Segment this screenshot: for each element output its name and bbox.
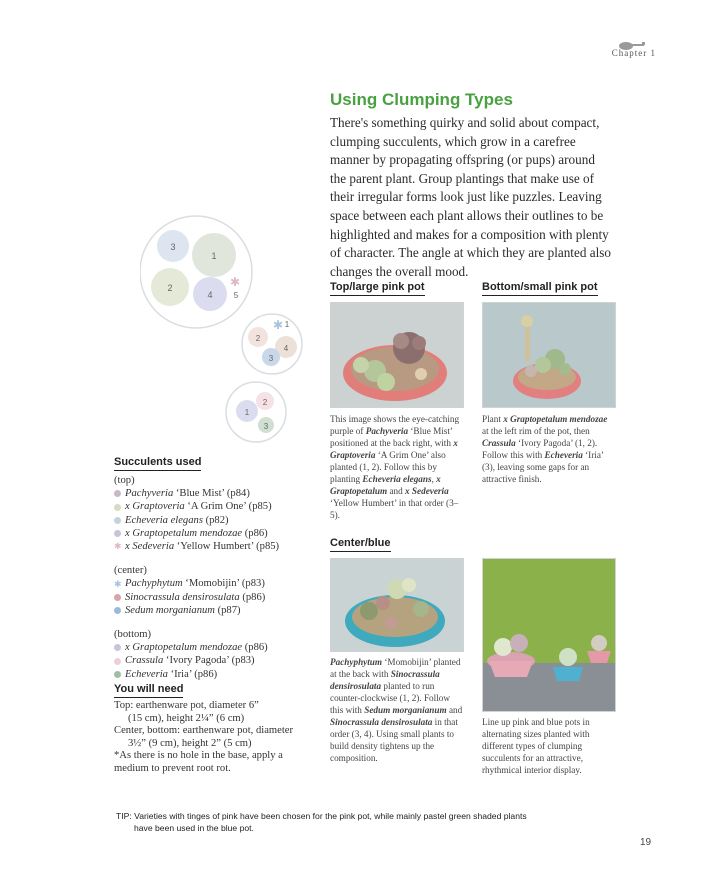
list-item xyxy=(114,540,314,553)
succulent-group xyxy=(114,474,314,553)
plant-name: Crassula ‘Ivory Pagoda’ (p83) xyxy=(125,655,255,667)
dot-marker-icon xyxy=(114,504,121,511)
list-item xyxy=(114,591,314,604)
diagram-label: 2 xyxy=(262,398,268,407)
plant-name: Echeveria ‘Iria’ (p86) xyxy=(125,668,218,680)
page-number: 19 xyxy=(640,837,652,848)
diagram-label: 5 xyxy=(233,291,239,300)
materials-list xyxy=(114,700,314,776)
group-label: (center) xyxy=(114,565,147,577)
diagram-label: 1 xyxy=(244,408,250,417)
dot-marker-icon xyxy=(114,658,121,665)
diagram-label: 4 xyxy=(207,290,213,300)
center-pot-diagram xyxy=(242,314,302,374)
dot-marker-icon xyxy=(114,490,121,497)
plant-name: x Graptopetalum mendozae (p86) xyxy=(125,527,268,539)
list-item xyxy=(114,654,314,667)
list-item xyxy=(114,514,314,527)
svg-text:✱: ✱ xyxy=(272,318,284,332)
plant-name: x Graptoveria ‘A Grim One’ (p85) xyxy=(125,501,272,513)
diagram-label: 3 xyxy=(263,422,269,431)
caption-top-large-pot: This image shows the eye-catching purple of Pachyveria ‘Blue Mist’ positioned at the back right, with x Graptoveria ‘A Grim One’ also planted (1, 2). Follow this by planting Echeveria elegans, x Graptopetalum and x Sedeveria ‘Yellow Humbert’ in that order (3–5). xyxy=(330,414,460,520)
tip-line: have been used in the blue pot. xyxy=(134,823,254,833)
plant-name: Echeveria elegans (p82) xyxy=(125,514,229,526)
diagram-label: 3 xyxy=(170,242,176,252)
dot-marker-icon xyxy=(114,530,121,537)
diagram-label: 2 xyxy=(167,283,173,293)
succulents-list xyxy=(114,474,314,681)
heading-bottom-small-pot: Bottom/small pink pot xyxy=(482,281,598,296)
bottom-pot-diagram xyxy=(226,382,286,442)
plant-name: Pachyphytum ‘Momobijin’ (p83) xyxy=(125,578,265,590)
materials-line: (15 cm), height 2¼” (6 cm) xyxy=(128,712,245,724)
heading-center-blue-pot: Center/blue xyxy=(330,537,391,552)
succulent-group xyxy=(114,564,314,617)
star-marker-icon: ✱ xyxy=(114,578,122,589)
svg-text:✱: ✱ xyxy=(229,275,241,289)
heading-top-large-pot: Top/large pink pot xyxy=(330,281,425,296)
diagram-label: 1 xyxy=(284,320,290,329)
intro-paragraph: There's something quirky and solid about compact, clumping succulents, which grow in a carefree manner by propagating offspring (or pups) around the parent plant. Group plantings that make use of their irregular forms look just like puzzles. Leaving space between each plant allows their outlines to be highlighted and makes for a composition with plenty of character. The angle at which they are planted also changes the overall mood. xyxy=(330,115,611,279)
heading-you-will-need: You will need xyxy=(114,683,183,698)
succulent-group xyxy=(114,628,314,681)
list-item xyxy=(114,604,314,617)
plant-name: Sinocrassula densirosulata (p86) xyxy=(125,591,266,603)
materials-line: Center, bottom: earthenware pot, diameter xyxy=(114,725,294,737)
photo-top-large-pink-pot xyxy=(330,302,464,408)
list-item xyxy=(114,527,314,540)
caption-center-blue-pot: Pachyphytum ‘Momobijin’ planted at the back with Sinocrassula densirosulata planted to run counter-clockwise (1, 2). Follow this with Sedum morganianum and Sinocrassula densirosulata in that order (3, 4). Using small plants to build density tightens up the composition. xyxy=(330,657,463,763)
planting-diagram xyxy=(140,210,310,450)
materials-line: 3½” (9 cm), height 2” (5 cm) xyxy=(128,737,252,749)
plant-name: Pachyveria ‘Blue Mist’ (p84) xyxy=(125,488,250,500)
list-item xyxy=(114,668,314,681)
materials-line: Top: earthenware pot, diameter 6” xyxy=(114,700,259,711)
diagram-label: 4 xyxy=(283,344,289,353)
dot-marker-icon xyxy=(114,644,121,651)
top-pot-diagram xyxy=(140,216,252,328)
dot-marker-icon xyxy=(114,607,121,614)
plant-name: x Sedeveria ‘Yellow Humbert’ (p85) xyxy=(125,541,280,553)
group-label: (top) xyxy=(114,475,135,486)
tip-note xyxy=(116,810,606,834)
heading-succulents-used: Succulents used xyxy=(114,456,201,471)
plant-name: Sedum morganianum (p87) xyxy=(125,604,241,616)
tip-line: TIP: Varieties with tinges of pink have been chosen for the pink pot, while mainly pastel green shaded plants xyxy=(116,811,527,821)
section-title: Using Clumping Types xyxy=(330,90,513,109)
dot-marker-icon xyxy=(114,517,121,524)
star-marker-icon: ✱ xyxy=(114,541,122,552)
materials-line: medium to prevent root rot. xyxy=(114,762,231,774)
photo-bottom-small-pink-pot xyxy=(482,302,616,408)
photo-center-blue-pot xyxy=(330,558,464,652)
photo-group-display xyxy=(482,558,616,712)
dot-marker-icon xyxy=(114,671,121,678)
group-label: (bottom) xyxy=(114,629,152,641)
list-item xyxy=(114,487,314,500)
diagram-label: 3 xyxy=(268,354,274,363)
list-item xyxy=(114,577,314,590)
diagram-label: 1 xyxy=(211,251,217,261)
caption-bottom-small-pot: Plant x Graptopetalum mendozae at the left rim of the pot, then Crassula ‘Ivory Pagoda’ (1, 2). Follow this with Echeveria ‘Iria’ (3), leaving some gaps for an attractive finish. xyxy=(482,414,608,484)
dot-marker-icon xyxy=(114,594,121,601)
chapter-label: Chapter 1 xyxy=(611,48,656,58)
diagram-label: 2 xyxy=(255,334,261,343)
list-item xyxy=(114,641,314,654)
list-item xyxy=(114,500,314,513)
materials-line: *As there is no hole in the base, apply a xyxy=(114,750,283,762)
caption-group-display: Line up pink and blue pots in alternating sizes planted with different types of clumping succulents for an attractive, rhythmical interior display. xyxy=(482,717,590,775)
plant-name: x Graptopetalum mendozae (p86) xyxy=(125,642,268,654)
